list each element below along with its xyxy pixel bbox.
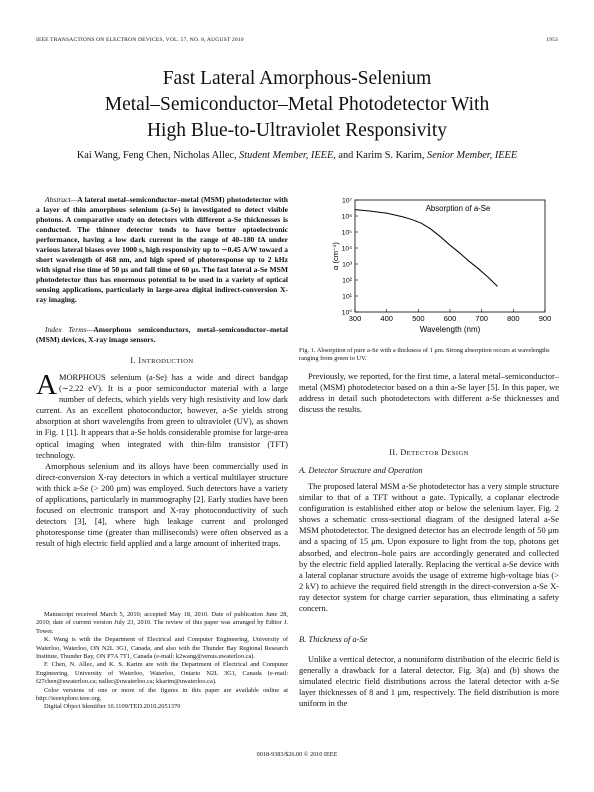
x-axis-label: Wavelength (nm) <box>419 325 481 334</box>
structure-paragraph-container <box>299 481 559 614</box>
intro-paragraph-1-text: MORPHOUS selenium (a-Se) has a wide and direct bandgap (∼2.22 eV). It is a poor semiconductor material with a large number of defects, which yields very high resistivity and low dark current. As an excellent photoconductor, however, a-Se yields strong absorption at short wavelengths from green to ultraviolet (UV), as shown in Fig. 1 [1]. It appears that a-Se holds considerable promise for large-area optical imaging when integrated with thin-film transistor (TFT) technology. <box>36 372 288 460</box>
author-role-1: Student Member, IEEE <box>239 150 334 161</box>
x-tick-label: 800 <box>507 314 520 323</box>
y-tick-label: 10⁷ <box>341 197 352 205</box>
intro-paragraph-2: Amorphous selenium and its alloys have been commercially used in direct-conversion X-ray detectors in which a vertical multilayer structure with thick a-Se (> 200 μm) was employed. Such detectors have a variety of applications, particularly in mammography [2]. Early studies have been focused on electronic transport and X-ray photoconductivity of such detectors [3], [4], where high leakage current and prolonged photoresponse time (greater than milliseconds) were often observed as a result of high electric field applied and a large amount of inherited traps. <box>36 460 288 549</box>
y-axis-label: α (cm⁻¹) <box>331 242 340 270</box>
paper-title-line-2: Metal–Semiconductor–Metal Photodetector With <box>104 94 490 115</box>
section-1-number: I. I <box>130 356 142 365</box>
y-tick-label: 10¹ <box>342 293 352 301</box>
author-role-2: Senior Member, IEEE <box>427 150 518 161</box>
plot-frame <box>355 200 545 312</box>
page-footer: 0018-9383/$26.00 © 2010 IEEE <box>256 751 338 758</box>
subsection-a-heading: A. Detector Structure and Operation <box>299 465 423 475</box>
x-tick-label: 700 <box>475 314 488 323</box>
previous-work-paragraph: Previously, we reported, for the first time, a lateral metal–semiconductor–metal (MSM) photodetector based on a thin a-Se layer [5]. In this paper, we address in detail such photodetectors with different a-Se thicknesses and discuss the results. <box>299 371 559 415</box>
section-1-title: NTRODUCTION <box>141 358 194 365</box>
footnote-author-wang: K. Wang is with the Department of Electrical and Computer Engineering, University of Waterloo, Waterloo, ON N2L 3G1, Canada, and also with the Thunder Bay Regional Research Institute, Thunder Bay, ON P7A 7T1, Canada (e-mail: k2wang@venus.uwaterloo.ca). <box>36 636 288 661</box>
drop-cap: A <box>36 369 57 401</box>
section-2-title-d: D <box>441 448 448 457</box>
section-2-title-b: ESIGN <box>447 450 469 457</box>
authors-part-1: Kai Wang, Feng Chen, Nicholas Allec, <box>76 150 240 161</box>
x-tick-label: 900 <box>538 314 552 323</box>
author-list <box>40 150 554 161</box>
y-tick-label: 10³ <box>342 261 352 269</box>
page-number: 1953 <box>546 37 558 43</box>
thickness-paragraph: Unlike a vertical detector, a nonuniform distribution of the electric field is generally a drawback for a lateral detector. Fig. 3(a) and (b) shows the simulated electric field distributions across the lateral detector with a-Se layer thicknesses of 8 and 1 μm, respectively. The field distribution is more uniform in the <box>299 654 559 709</box>
footnote-color-versions: Color versions of one or more of the figures in this paper are available online at http://ieeexplore.ieee.org. <box>36 686 288 703</box>
thickness-paragraph-container <box>299 654 559 709</box>
y-tick-label: 10⁵ <box>341 229 352 237</box>
x-tick-label: 300 <box>348 314 362 323</box>
footnote-authors-chen-allec-karim: F. Chen, N. Allec, and K. S. Karim are with the Department of Electrical and Computer Engineering, University of Waterloo, Waterloo, Ontario N2L 3G1, Canada (e-mail: f27chen@uwaterloo.ca; nallec@uwaterloo.ca; kkarim@uwaterloo.ca). <box>36 661 288 686</box>
chart-title: Absorption of a-Se <box>425 204 491 213</box>
footnote-received: Manuscript received March 5, 2010; accepted May 18, 2010. Date of publication June 28, 2010; date of current version July 23, 2010. The review of this paper was arranged by Editor J. Tower. <box>36 611 288 635</box>
paper-title-line-1: Fast Lateral Amorphous-Selenium <box>162 68 432 89</box>
introduction-body <box>36 369 288 550</box>
y-tick-label: 10⁴ <box>341 245 352 253</box>
absorption-chart <box>325 192 560 340</box>
authors-part-2: , and Karim S. Karim, <box>333 150 428 161</box>
x-tick-label: 400 <box>380 314 393 323</box>
y-tick-label: 10² <box>342 277 352 285</box>
section-heading-detector-design <box>299 448 559 457</box>
section-2-number: II. D <box>389 448 407 457</box>
intro-paragraph-1 <box>36 369 288 461</box>
abstract-label: Abstract— <box>45 195 78 204</box>
index-terms-text: Amorphous semiconductors, metal–semiconductor–metal (MSM) devices, X-ray image sensors. <box>36 325 288 345</box>
paper-title-line-3: High Blue-to-Ultraviolet Responsivity <box>146 120 448 141</box>
section-heading-introduction <box>36 356 288 365</box>
figure-1-caption: Fig. 1. Absorption of pure a-Se with a thickness of 1 μm. Strong absorption occurs at wavelengths ranging from green to UV. <box>299 347 550 363</box>
absorption-curve <box>355 210 498 287</box>
abstract-text: A lateral metal–semiconductor–metal (MSM) photodetector with a layer of thin amorphous selenium (a-Se) is investigated to detect visible photons. A comparative study on detectors with different a-Se thicknesses is conducted. The thinner detector tends to have better optoelectronic performance, having a low dark current in the range of 40–180 fA under various lateral biases over 1000 s, high responsivity up to ∼0.45 A/W toward a short wavelength of 468 nm, and high speed of photoresponse up to 2 kHz with signal rise time of 50 μs and fall time of 60 μs. The fast lateral a-Se MSM photodetector thus has enormous potential to be used in a variety of optical sensing applications, particularly in large-area digital indirect-conversion X-ray imaging. <box>36 195 288 305</box>
x-tick-label: 500 <box>412 314 425 323</box>
index-terms <box>36 325 288 345</box>
footnotes <box>36 611 288 712</box>
y-tick-label: 10⁶ <box>341 213 352 221</box>
running-header: IEEE TRANSACTIONS ON ELECTRON DEVICES, VOL. 57, NO. 8, AUGUST 2010 <box>36 37 244 43</box>
right-column-intro <box>299 371 559 415</box>
abstract <box>36 195 288 306</box>
x-tick-label: 600 <box>443 314 457 323</box>
structure-paragraph: The proposed lateral MSM a-Se photodetector has a very simple structure similar to that of a TFT without a gate. Typically, a coplanar electrode configuration is established either atop or below the selenium layer. Fig. 2 shows a schematic cross-sectional diagram of the designed lateral a-Se MSM photodetector. The designed detector has an electrode length of 50 μm and a spacing of 15 μm. Upon exposure to light from the top, photons get absorbed, and electron–hole pairs are accordingly generated and collected by the electric field applied laterally. Replacing the vertical a-Se device with a lateral coplanar structure avoids the usage of extreme high-voltage bias (> 2 kV) to achieve the required field strength in the direct-conversion a-Se X-ray detector system for charge carrier separation, thus eliminating a safety concern. <box>299 481 559 614</box>
subsection-b-heading: B. Thickness of a-Se <box>299 634 368 644</box>
footnote-doi: Digital Object Identifier 10.1109/TED.2010.2051370 <box>44 703 181 711</box>
y-tick-label: 10⁰ <box>341 309 352 317</box>
section-2-title-a: ETECTOR <box>406 450 442 457</box>
index-terms-label: Index Terms— <box>45 325 94 334</box>
